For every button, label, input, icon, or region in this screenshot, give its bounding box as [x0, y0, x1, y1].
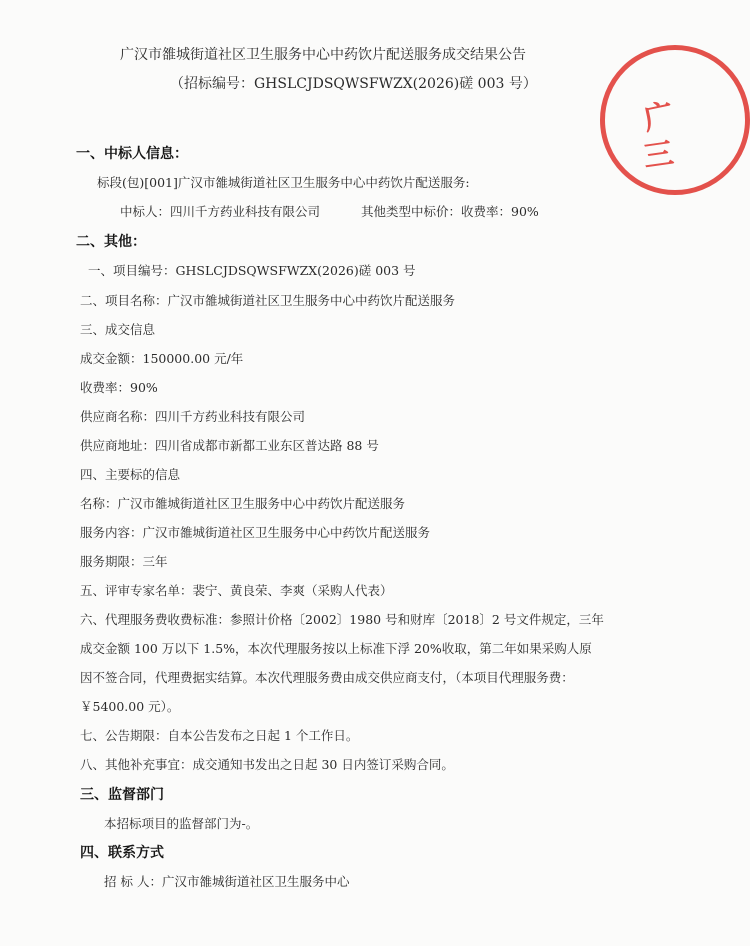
fee-rate: 收费率：90% — [80, 380, 158, 395]
section-winner-heading: 一、中标人信息： — [76, 146, 188, 162]
section-contact-heading: 四、联系方式 — [80, 845, 164, 861]
document-title: 广汉市雒城街道社区卫生服务中心中药饮片配送服务成交结果公告 — [120, 47, 526, 63]
seal-glyph: 广 — [640, 97, 678, 138]
deal-info-heading: 三、成交信息 — [80, 322, 156, 337]
other-matters: 八、其他补充事宜：成交通知书发出之日起 30 日内签订采购合同。 — [80, 757, 454, 772]
section-other-heading: 二、其他： — [76, 234, 146, 250]
service-content: 服务内容：广汉市雒城街道社区卫生服务中心中药饮片配送服务 — [80, 525, 431, 540]
agency-fee-line-4: ￥5400.00 元）。 — [80, 699, 180, 714]
announcement-period: 七、公告期限：自本公告发布之日起 1 个工作日。 — [80, 728, 359, 743]
expert-list: 五、评审专家名单：裴宁、黄良荣、李爽（采购人代表） — [80, 583, 393, 598]
section-supervision-heading: 三、监督部门 — [80, 787, 164, 803]
project-number: 一、项目编号：GHSLCJDSQWSFWZX(2026)磋 003 号 — [88, 263, 416, 278]
project-name: 二、项目名称：广汉市雒城街道社区卫生服务中心中药饮片配送服务 — [80, 293, 456, 308]
supervision-text: 本招标项目的监督部门为-。 — [104, 816, 259, 831]
supplier-address: 供应商地址：四川省成都市新都工业东区普达路 88 号 — [80, 438, 379, 453]
official-seal-stamp — [600, 45, 750, 195]
winner-price: 其他类型中标价：收费率：90% — [361, 204, 539, 219]
document-subtitle: （招标编号：GHSLCJDSQWSFWZX(2026)磋 003 号） — [170, 76, 537, 92]
agency-fee-line-1: 六、代理服务费收费标准：参照计价格〔2002〕1980 号和财库〔2018〕2 号文件规定，三年 — [80, 612, 604, 627]
winner-line: 中标人：四川千方药业科技有限公司 — [120, 204, 321, 219]
service-period: 服务期限：三年 — [80, 554, 168, 569]
subject-name: 名称：广汉市雒城街道社区卫生服务中心中药饮片配送服务 — [80, 496, 406, 511]
agency-fee-line-2: 成交金额 100 万以下 1.5%，本次代理服务按以上标准下浮 20%收取，第二年如果采购人原 — [80, 641, 592, 656]
subject-info-heading: 四、主要标的信息 — [80, 467, 181, 482]
agency-fee-line-3: 因不签合同，代理费据实结算。本次代理服务费由成交供应商支付，（本项目代理服务费： — [80, 670, 574, 685]
lot-line: 标段(包)[001]广汉市雒城街道社区卫生服务中心中药饮片配送服务: — [97, 175, 470, 190]
deal-amount: 成交金额：150000.00 元/年 — [80, 351, 244, 366]
supplier-name: 供应商名称：四川千方药业科技有限公司 — [80, 409, 306, 424]
seal-glyph: 三 — [641, 136, 676, 175]
contact-text: 招 标 人：广汉市雒城街道社区卫生服务中心 — [104, 874, 350, 889]
